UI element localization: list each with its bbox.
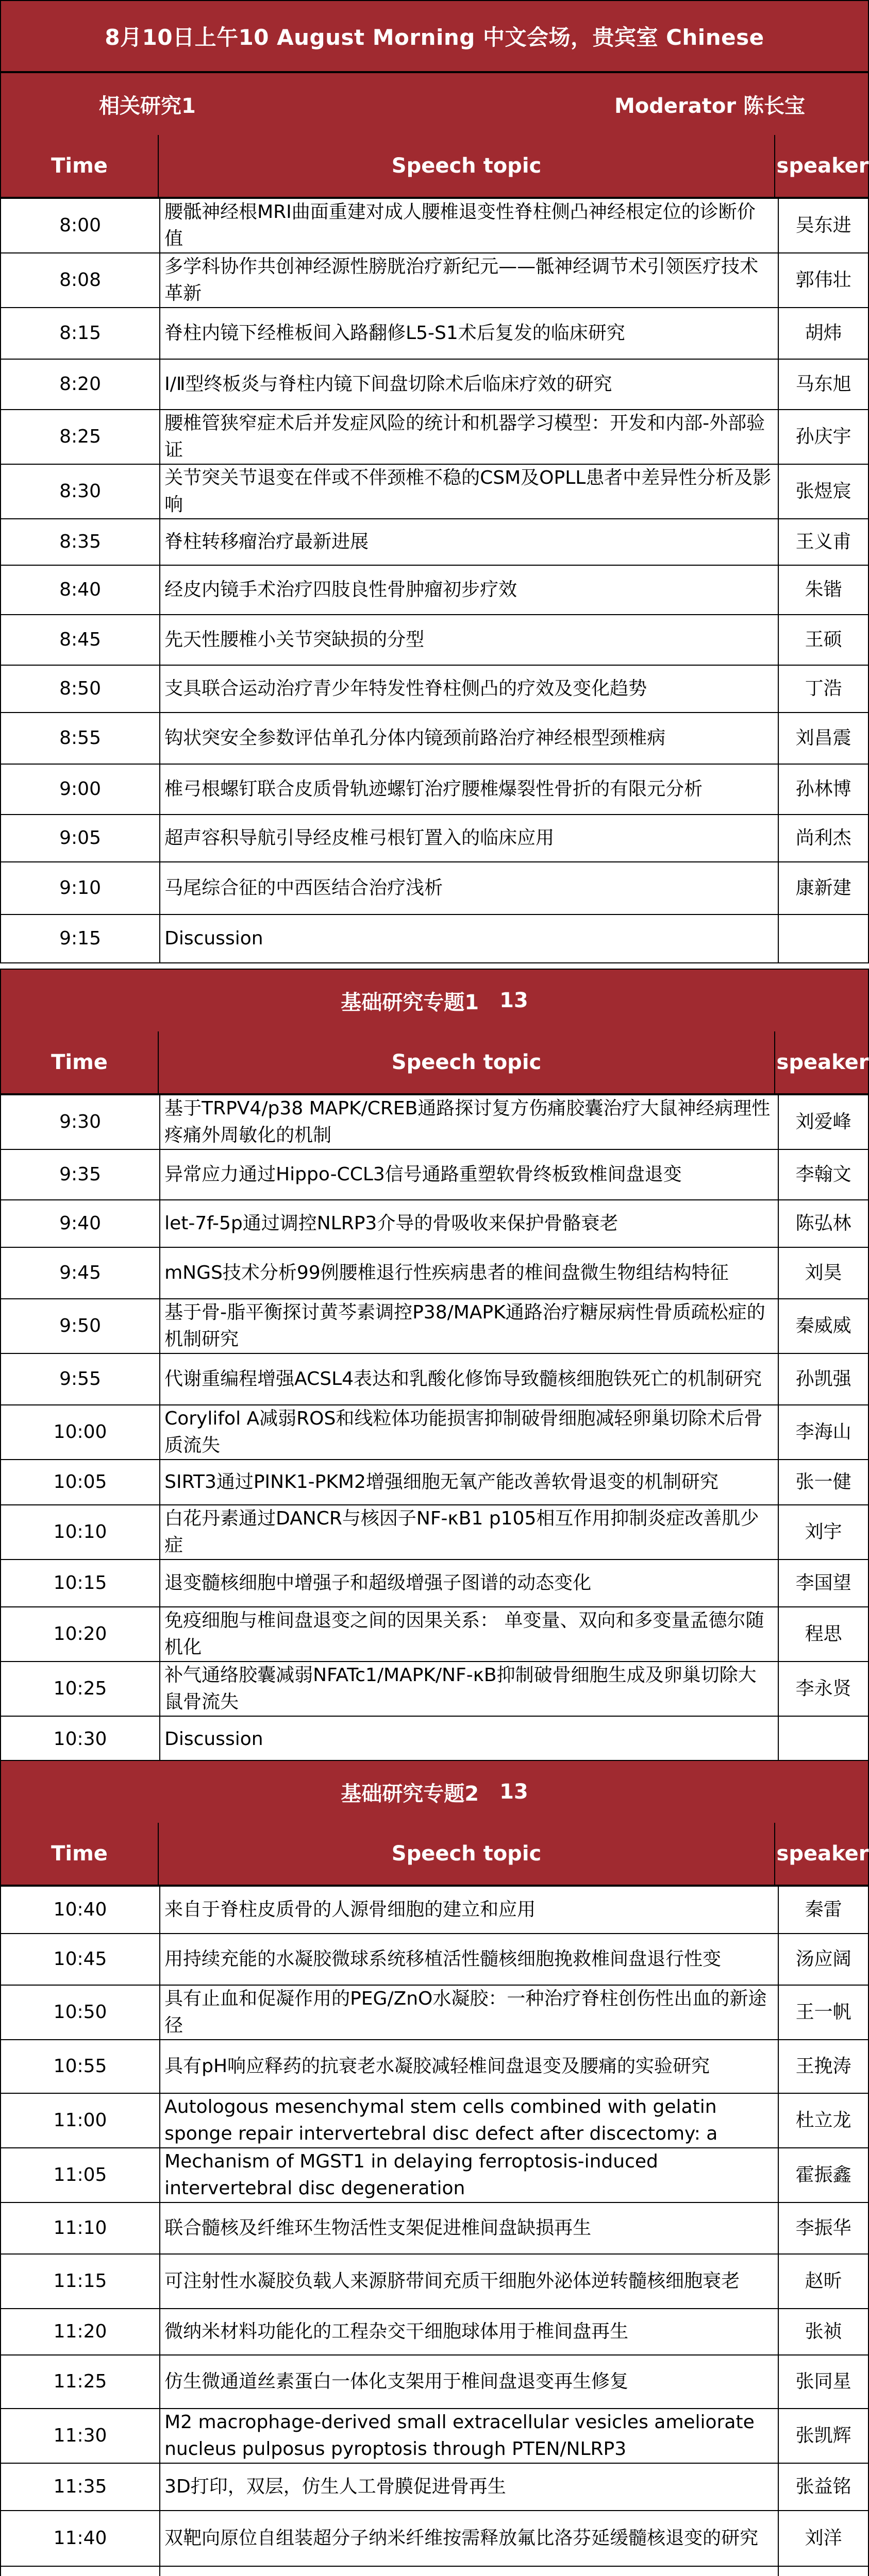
speaker-cell: 吴东进	[778, 198, 868, 253]
table-row	[1, 1095, 868, 1149]
topic-cell: Discussion	[160, 914, 778, 963]
topic-cell: 来自于脊柱皮质骨的人源骨细胞的建立和应用	[160, 1886, 778, 1934]
table-row	[1, 1247, 868, 1299]
topic-cell: 关节突关节退变在伴或不伴颈椎不稳的CSM及OPLL患者中差异性分析及影响	[160, 464, 778, 519]
time-cell: 11:40	[1, 2511, 160, 2566]
speaker-cell: 张煜宸	[778, 464, 868, 519]
time-cell: 9:30	[1, 1095, 160, 1149]
time-cell: 11:35	[1, 2463, 160, 2511]
table-row	[1, 2148, 868, 2202]
time-cell: 9:10	[1, 862, 160, 914]
topic-cell: 超声容积导航引导经皮椎弓根钉置入的临床应用	[160, 815, 778, 862]
speaker-cell: 张益铭	[778, 2463, 868, 2511]
table-row	[1, 1200, 868, 1247]
speaker-cell: 胡炜	[778, 308, 868, 359]
speaker-cell: 丁浩	[778, 665, 868, 713]
topic-cell: Discussion	[160, 1716, 778, 1762]
time-cell: 8:20	[1, 359, 160, 410]
time-cell: 10:30	[1, 1716, 160, 1762]
session-count: 13	[499, 989, 528, 1012]
topic-cell: 免疫细胞与椎间盘退变之间的因果关系： 单变量、双向和多变量孟德尔随机化	[160, 1607, 778, 1662]
table-row	[1, 713, 868, 764]
speaker-cell: 李海山	[778, 1405, 868, 1460]
time-cell: 10:05	[1, 1460, 160, 1505]
table-row	[1, 615, 868, 665]
session-header-1	[0, 72, 869, 136]
time-cell: 11:25	[1, 2355, 160, 2409]
table-row	[1, 1560, 868, 1607]
table-row	[1, 2409, 868, 2463]
table-row	[1, 2566, 868, 2576]
topic-cell: 双靶向原位自组装超分子纳米纤维按需释放氟比洛芬延缓髓核退变的研究	[160, 2511, 778, 2566]
speaker-cell: 张祯	[778, 2309, 868, 2355]
topic-cell: 钩状突安全参数评估单孔分体内镜颈前路治疗神经根型颈椎病	[160, 713, 778, 764]
speaker-cell: 陈弘林	[778, 1200, 868, 1247]
topic-cell: mNGS技术分析99例腰椎退行性疾病患者的椎间盘微生物组结构特征	[160, 1247, 778, 1299]
time-cell: 10:40	[1, 1886, 160, 1934]
col-topic: Speech topic	[159, 1031, 775, 1093]
table-row	[1, 2202, 868, 2254]
session-table-2	[0, 1094, 869, 1763]
table-row	[1, 565, 868, 615]
speaker-cell: 康新建	[778, 862, 868, 914]
table-row	[1, 1716, 868, 1762]
time-cell: 8:15	[1, 308, 160, 359]
speaker-cell: 赵昕	[778, 2254, 868, 2309]
speaker-cell: 孙庆宇	[778, 410, 868, 464]
speaker-cell: 张凯辉	[778, 2409, 868, 2463]
table-row	[1, 1353, 868, 1405]
topic-cell: 多学科协作共创神经源性膀胱治疗新纪元——骶神经调节术引领医疗技术革新	[160, 253, 778, 308]
session-count: 13	[499, 1780, 528, 1804]
topic-cell: 腰椎管狭窄症术后并发症风险的统计和机器学习模型：开发和内部-外部验证	[160, 410, 778, 464]
time-cell: 8:30	[1, 464, 160, 519]
topic-cell: 代谢重编程增强ACSL4表达和乳酸化修饰导致髓核细胞铁死亡的机制研究	[160, 1353, 778, 1405]
table-row	[1, 2355, 868, 2409]
speaker-cell: 李翰文	[778, 1149, 868, 1200]
col-topic: Speech topic	[159, 1823, 775, 1885]
table-row	[1, 1934, 868, 1985]
speaker-cell: 刘爱峰	[778, 1095, 868, 1149]
time-cell: 8:45	[1, 615, 160, 665]
speaker-cell: 王挽涛	[778, 2040, 868, 2093]
column-header-1	[0, 135, 869, 198]
time-cell: 8:50	[1, 665, 160, 713]
table-row	[1, 464, 868, 519]
time-cell: 8:00	[1, 198, 160, 253]
col-time: Time	[1, 1031, 159, 1093]
table-row	[1, 2463, 868, 2511]
topic-cell: let-7f-5p通过调控NLRP3介导的骨吸收来保护骨骼衰老	[160, 1200, 778, 1247]
session-header-2	[0, 969, 869, 1032]
time-cell: 8:55	[1, 713, 160, 764]
speaker-cell: 郭伟壮	[778, 253, 868, 308]
table-row	[1, 1886, 868, 1934]
table-row	[1, 410, 868, 464]
topic-cell: Autologous mesenchymal stem cells combined with gelatin sponge repair intervertebral disc defect after discectomy: a	[160, 2093, 778, 2148]
table-row	[1, 2511, 868, 2566]
col-speaker: speaker	[776, 1842, 869, 1866]
col-time: Time	[1, 1823, 159, 1885]
time-cell: 9:40	[1, 1200, 160, 1247]
topic-cell: 用持续充能的水凝胶微球系统移植活性髓核细胞挽救椎间盘退行性变	[160, 1934, 778, 1985]
session-name: 基础研究专题1	[341, 990, 479, 1014]
topic-cell: 脊柱转移瘤治疗最新进展	[160, 519, 778, 565]
topic-cell: 马尾综合征的中西医结合治疗浅析	[160, 862, 778, 914]
topic-cell: 脊柱内镜下经椎板间入路翻修L5-S1术后复发的临床研究	[160, 308, 778, 359]
topic-cell: 先天性腰椎小关节突缺损的分型	[160, 615, 778, 665]
table-row	[1, 2254, 868, 2309]
topic-cell: 异常应力通过Hippo-CCL3信号通路重塑软骨终板致椎间盘退变	[160, 1149, 778, 1200]
topic-cell: 联合髓核及纤维环生物活性支架促进椎间盘缺损再生	[160, 2202, 778, 2254]
page-title: 8月10日上午10 August Morning 中文会场，贵宾室 Chinese	[0, 0, 869, 72]
table-row	[1, 815, 868, 862]
topic-cell: Mechanism of MGST1 in delaying ferroptosis-induced intervertebral disc degeneration	[160, 2148, 778, 2202]
speaker-cell: 李振华	[778, 2202, 868, 2254]
session-header-3	[0, 1760, 869, 1824]
topic-cell: 基于TRPV4/p38 MAPK/CREB通路探讨复方伤痛胶囊治疗大鼠神经病理性疼痛外周敏化的机制	[160, 1095, 778, 1149]
time-cell: 10:25	[1, 1662, 160, 1716]
topic-cell: 补气通络胶囊减弱NFATc1/MAPK/NF-κB抑制破骨细胞生成及卵巢切除大鼠骨流失	[160, 1662, 778, 1716]
topic-cell: 3D打印，双层，仿生人工骨膜促进骨再生	[160, 2463, 778, 2511]
speaker-cell: 刘昌震	[778, 713, 868, 764]
time-cell: 10:10	[1, 1505, 160, 1560]
topic-cell: 白花丹素通过DANCR与核因子NF-κB1 p105相互作用抑制炎症改善肌少症	[160, 1505, 778, 1560]
time-cell: 9:50	[1, 1299, 160, 1353]
time-cell: 11:00	[1, 2093, 160, 2148]
speaker-cell: 刘昊	[778, 1247, 868, 1299]
table-row	[1, 1149, 868, 1200]
table-row	[1, 1985, 868, 2040]
table-row	[1, 1607, 868, 1662]
col-time: Time	[1, 135, 159, 197]
topic-cell: 椎弓根螺钉联合皮质骨轨迹螺钉治疗腰椎爆裂性骨折的有限元分析	[160, 764, 778, 815]
speaker-cell: 李永贤	[778, 1662, 868, 1716]
session-table-3	[0, 1886, 869, 2576]
speaker-cell	[778, 2566, 868, 2576]
speaker-cell: 汤应阔	[778, 1934, 868, 1985]
table-row	[1, 253, 868, 308]
topic-cell: Ⅰ/Ⅱ型终板炎与脊柱内镜下间盘切除术后临床疗效的研究	[160, 359, 778, 410]
time-cell: 8:08	[1, 253, 160, 308]
col-speaker: speaker	[776, 154, 869, 178]
topic-cell: M2 macrophage-derived small extracellular vesicles ameliorate nucleus pulposus pyroptosis through PTEN/NLRP3	[160, 2409, 778, 2463]
session-name: 基础研究专题2	[341, 1782, 479, 1806]
speaker-cell: 刘洋	[778, 2511, 868, 2566]
speaker-cell: 霍振鑫	[778, 2148, 868, 2202]
topic-cell: 微纳米材料功能化的工程杂交干细胞球体用于椎间盘再生	[160, 2309, 778, 2355]
speaker-cell: 孙林博	[778, 764, 868, 815]
speaker-cell: 李国望	[778, 1560, 868, 1607]
topic-cell: Corylifol A减弱ROS和线粒体功能损害抑制破骨细胞减轻卵巢切除术后骨质流失	[160, 1405, 778, 1460]
speaker-cell: 王一帆	[778, 1985, 868, 2040]
session-table-1	[0, 198, 869, 963]
time-cell: 10:50	[1, 1985, 160, 2040]
column-header-2	[0, 1031, 869, 1094]
table-row	[1, 1460, 868, 1505]
time-cell: 8:25	[1, 410, 160, 464]
table-row	[1, 862, 868, 914]
speaker-cell: 程思	[778, 1607, 868, 1662]
time-cell: 11:05	[1, 2148, 160, 2202]
column-header-3	[0, 1823, 869, 1886]
table-row	[1, 2040, 868, 2093]
table-row	[1, 914, 868, 963]
session-name: 相关研究1	[99, 94, 196, 118]
table-row	[1, 359, 868, 410]
speaker-cell: 张一健	[778, 1460, 868, 1505]
speaker-cell: 刘宇	[778, 1505, 868, 1560]
time-cell: 10:00	[1, 1405, 160, 1460]
time-cell: 9:35	[1, 1149, 160, 1200]
table-row	[1, 2309, 868, 2355]
topic-cell: 支具联合运动治疗青少年特发性脊柱侧凸的疗效及变化趋势	[160, 665, 778, 713]
speaker-cell: 尚利杰	[778, 815, 868, 862]
time-cell: 10:45	[1, 1934, 160, 1985]
time-cell	[1, 2566, 160, 2576]
topic-cell: 具有pH响应释药的抗衰老水凝胶减轻椎间盘退变及腰痛的实验研究	[160, 2040, 778, 2093]
topic-cell	[160, 2566, 778, 2576]
topic-cell: 仿生微通道丝素蛋白一体化支架用于椎间盘退变再生修复	[160, 2355, 778, 2409]
time-cell: 9:15	[1, 914, 160, 963]
topic-cell: SIRT3通过PINK1-PKM2增强细胞无氧产能改善软骨退变的机制研究	[160, 1460, 778, 1505]
speaker-cell: 秦雷	[778, 1886, 868, 1934]
time-cell: 11:30	[1, 2409, 160, 2463]
speaker-cell	[778, 914, 868, 963]
time-cell: 10:15	[1, 1560, 160, 1607]
speaker-cell: 孙凯强	[778, 1353, 868, 1405]
speaker-cell: 王硕	[778, 615, 868, 665]
table-row	[1, 1299, 868, 1353]
topic-cell: 可注射性水凝胶负载人来源脐带间充质干细胞外泌体逆转髓核细胞衰老	[160, 2254, 778, 2309]
table-row	[1, 1505, 868, 1560]
table-row	[1, 2093, 868, 2148]
table-row	[1, 665, 868, 713]
topic-cell: 退变髓核细胞中增强子和超级增强子图谱的动态变化	[160, 1560, 778, 1607]
speaker-cell: 朱锴	[778, 565, 868, 615]
topic-cell: 具有止血和促凝作用的PEG/ZnO水凝胶：一种治疗脊柱创伤性出血的新途径	[160, 1985, 778, 2040]
time-cell: 9:55	[1, 1353, 160, 1405]
col-topic: Speech topic	[159, 135, 775, 197]
col-speaker: speaker	[776, 1050, 869, 1074]
speaker-cell: 马东旭	[778, 359, 868, 410]
topic-cell: 经皮内镜手术治疗四肢良性骨肿瘤初步疗效	[160, 565, 778, 615]
time-cell: 8:35	[1, 519, 160, 565]
time-cell: 11:20	[1, 2309, 160, 2355]
time-cell: 11:10	[1, 2202, 160, 2254]
time-cell: 10:20	[1, 1607, 160, 1662]
session-moderator: Moderator 陈长宝	[614, 94, 806, 118]
speaker-cell: 秦威威	[778, 1299, 868, 1353]
time-cell: 9:05	[1, 815, 160, 862]
table-row	[1, 308, 868, 359]
time-cell: 10:55	[1, 2040, 160, 2093]
topic-cell: 基于骨-脂平衡探讨黄芩素调控P38/MAPK通路治疗糖尿病性骨质疏松症的机制研究	[160, 1299, 778, 1353]
table-row	[1, 519, 868, 565]
time-cell: 11:15	[1, 2254, 160, 2309]
table-row	[1, 1405, 868, 1460]
topic-cell: 腰骶神经根MRI曲面重建对成人腰椎退变性脊柱侧凸神经根定位的诊断价值	[160, 198, 778, 253]
time-cell: 8:40	[1, 565, 160, 615]
speaker-cell: 王义甫	[778, 519, 868, 565]
time-cell: 9:45	[1, 1247, 160, 1299]
table-row	[1, 1662, 868, 1716]
speaker-cell	[778, 1716, 868, 1762]
table-row	[1, 764, 868, 815]
speaker-cell: 杜立龙	[778, 2093, 868, 2148]
table-row	[1, 198, 868, 253]
time-cell: 9:00	[1, 764, 160, 815]
speaker-cell: 张同星	[778, 2355, 868, 2409]
